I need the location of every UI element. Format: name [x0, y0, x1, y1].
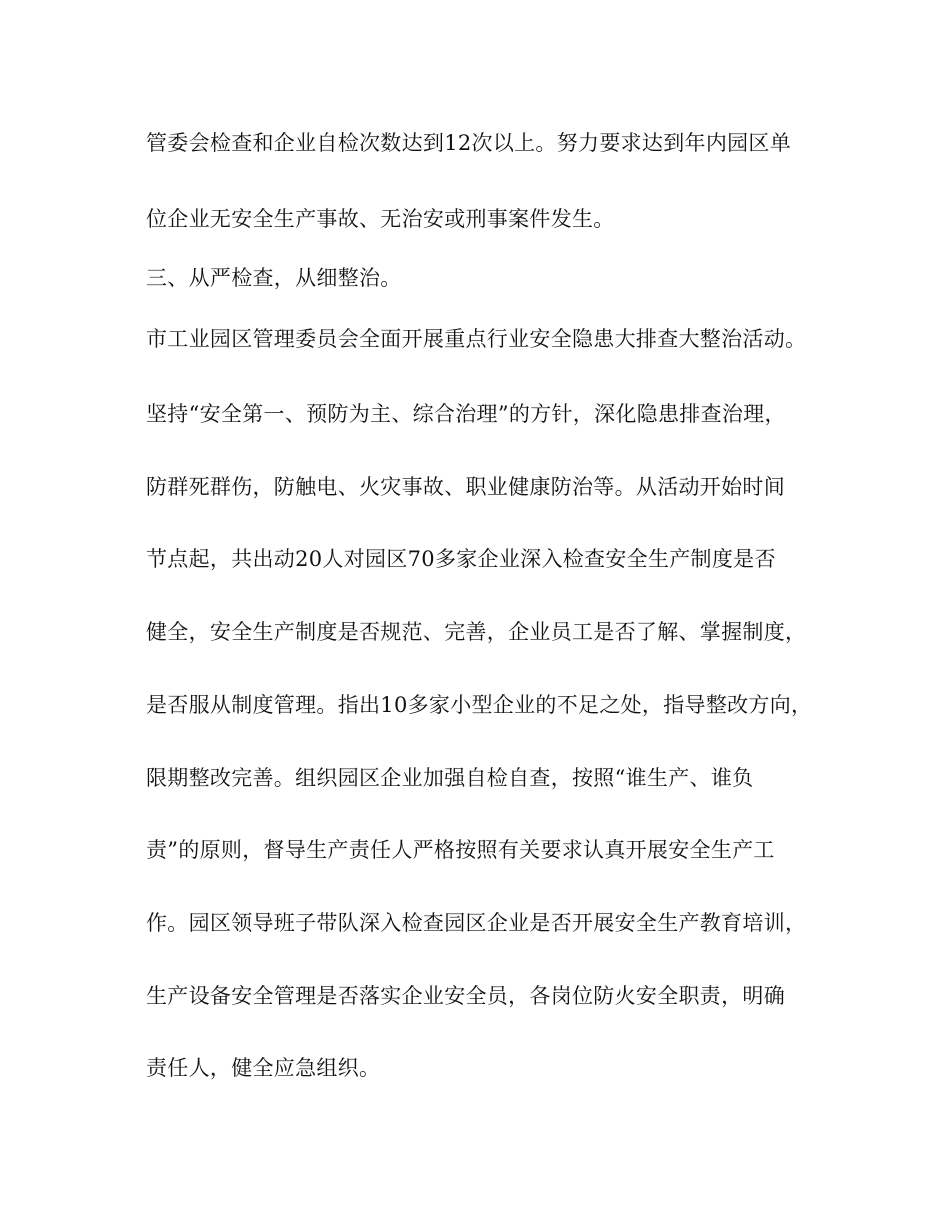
text-line: 管委会检查和企业自检次数达到12次以上。努力要求达到年内园区单	[146, 131, 792, 155]
text-line: 防群死群伤，防触电、火灾事故、职业健康防治等。从活动开始时间	[146, 475, 785, 499]
section-heading: 三、从严检查，从细整治。	[146, 266, 402, 290]
text-line: 作。园区领导班子带队深入检查园区企业是否开展安全生产教育培训，	[146, 911, 807, 935]
text-line: 限期整改完善。组织园区企业加强自检自查，按照“谁生产、谁负	[146, 766, 754, 790]
text-line: 健全，安全生产制度是否规范、完善，企业员工是否了解、掌握制度，	[146, 620, 807, 644]
text-line: 位企业无安全生产事故、无治安或刑事案件发生。	[146, 207, 615, 231]
text-line: 责任人，健全应急组织。	[146, 1056, 381, 1080]
text-line: 责”的原则，督导生产责任人严格按照有关要求认真开展安全生产工	[146, 838, 775, 862]
text-line: 生产设备安全管理是否落实企业安全员，各岗位防火安全职责，明确	[146, 984, 785, 1008]
text-line: 节点起，共出动20人对园区70多家企业深入检查安全生产制度是否	[146, 547, 776, 571]
text-line: 是否服从制度管理。指出10多家小型企业的不足之处，指导整改方向，	[146, 693, 813, 717]
text-line: 市工业园区管理委员会全面开展重点行业安全隐患大排查大整治活动。	[146, 327, 807, 351]
text-line: 坚持“安全第一、预防为主、综合治理”的方针，深化隐患排查治理，	[146, 402, 786, 426]
